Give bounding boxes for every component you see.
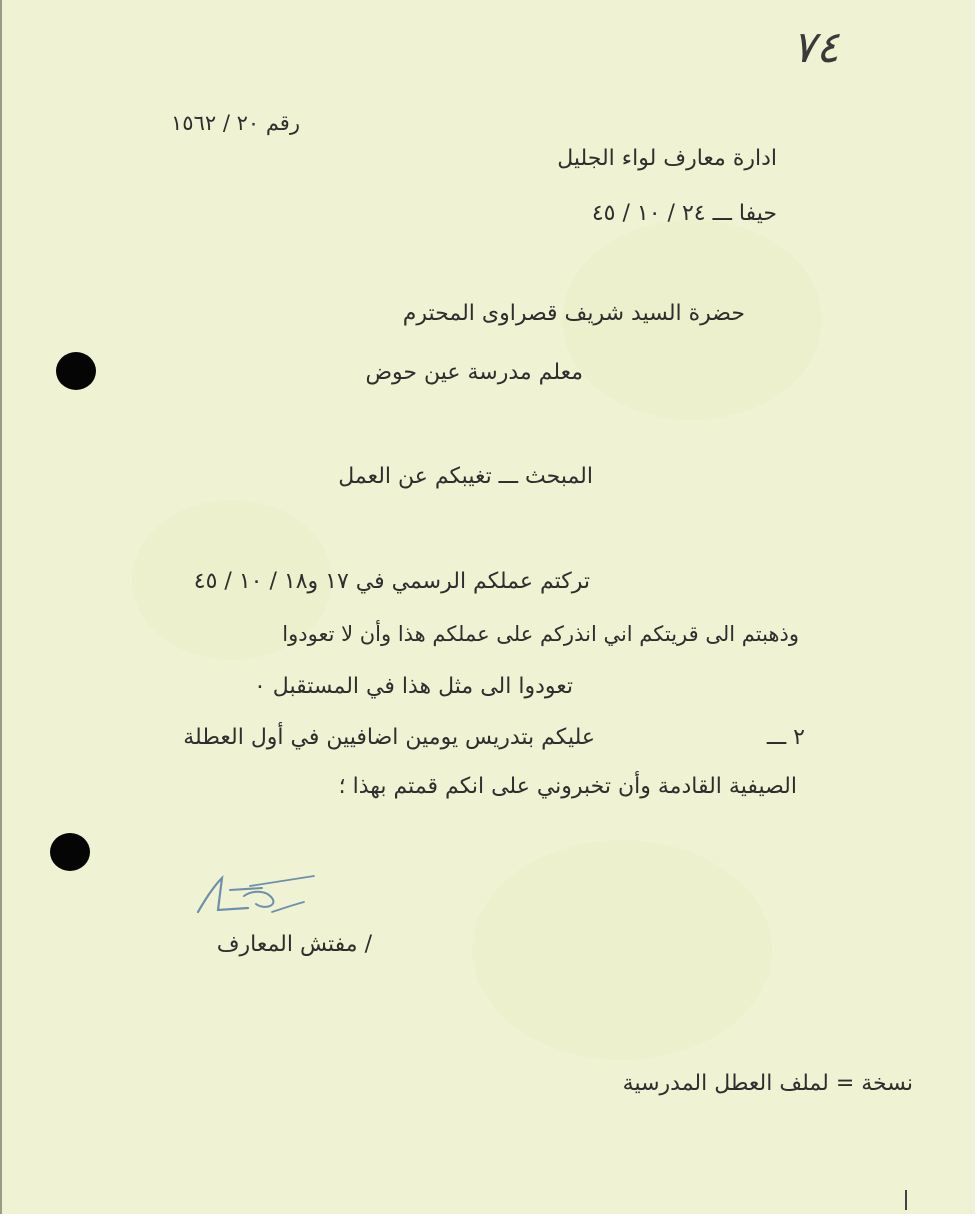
edge-mark <box>905 1190 907 1210</box>
handwritten-signature <box>188 868 318 928</box>
reference-number: رقم ٢٠ / ١٥٦٢ <box>171 111 300 135</box>
place-date: حيفا ـــ ٢٤ / ١٠ / ٤٥ <box>591 201 777 226</box>
punch-hole <box>50 833 90 871</box>
body-line: تعودوا الى مثل هذا في المستقبل ٠ <box>253 674 573 699</box>
body-line: تركتم عملكم الرسمي في ١٧ و١٨ / ١٠ / ٤٥ <box>193 569 590 594</box>
addressee-position: معلم مدرسة عين حوض <box>365 360 583 385</box>
point-number: ٢ ـــ <box>766 725 805 750</box>
body-line: الصيفية القادمة وأن تخبروني على انكم قمتم بهذا ؛ <box>338 774 797 799</box>
punch-hole <box>56 352 96 390</box>
sender-office: ادارة معارف لواء الجليل <box>557 146 777 171</box>
body-line: وذهبتم الى قريتكم اني انذركم على عملكم هذا وأن لا تعودوا <box>282 622 799 646</box>
subject-line: المبحث ـــ تغيبكم عن العمل <box>338 464 593 489</box>
body-line: عليكم بتدريس يومين اضافيين في أول العطلة <box>183 725 595 750</box>
signature-title: / مفتش المعارف <box>216 932 372 957</box>
copy-note: نسخة = لملف العطل المدرسية <box>622 1071 913 1096</box>
addressee-name: حضرة السيد شريف قصراوى المحترم <box>402 301 745 326</box>
folio-number: ٧٤ <box>792 22 840 73</box>
paper-stain <box>472 840 772 1060</box>
